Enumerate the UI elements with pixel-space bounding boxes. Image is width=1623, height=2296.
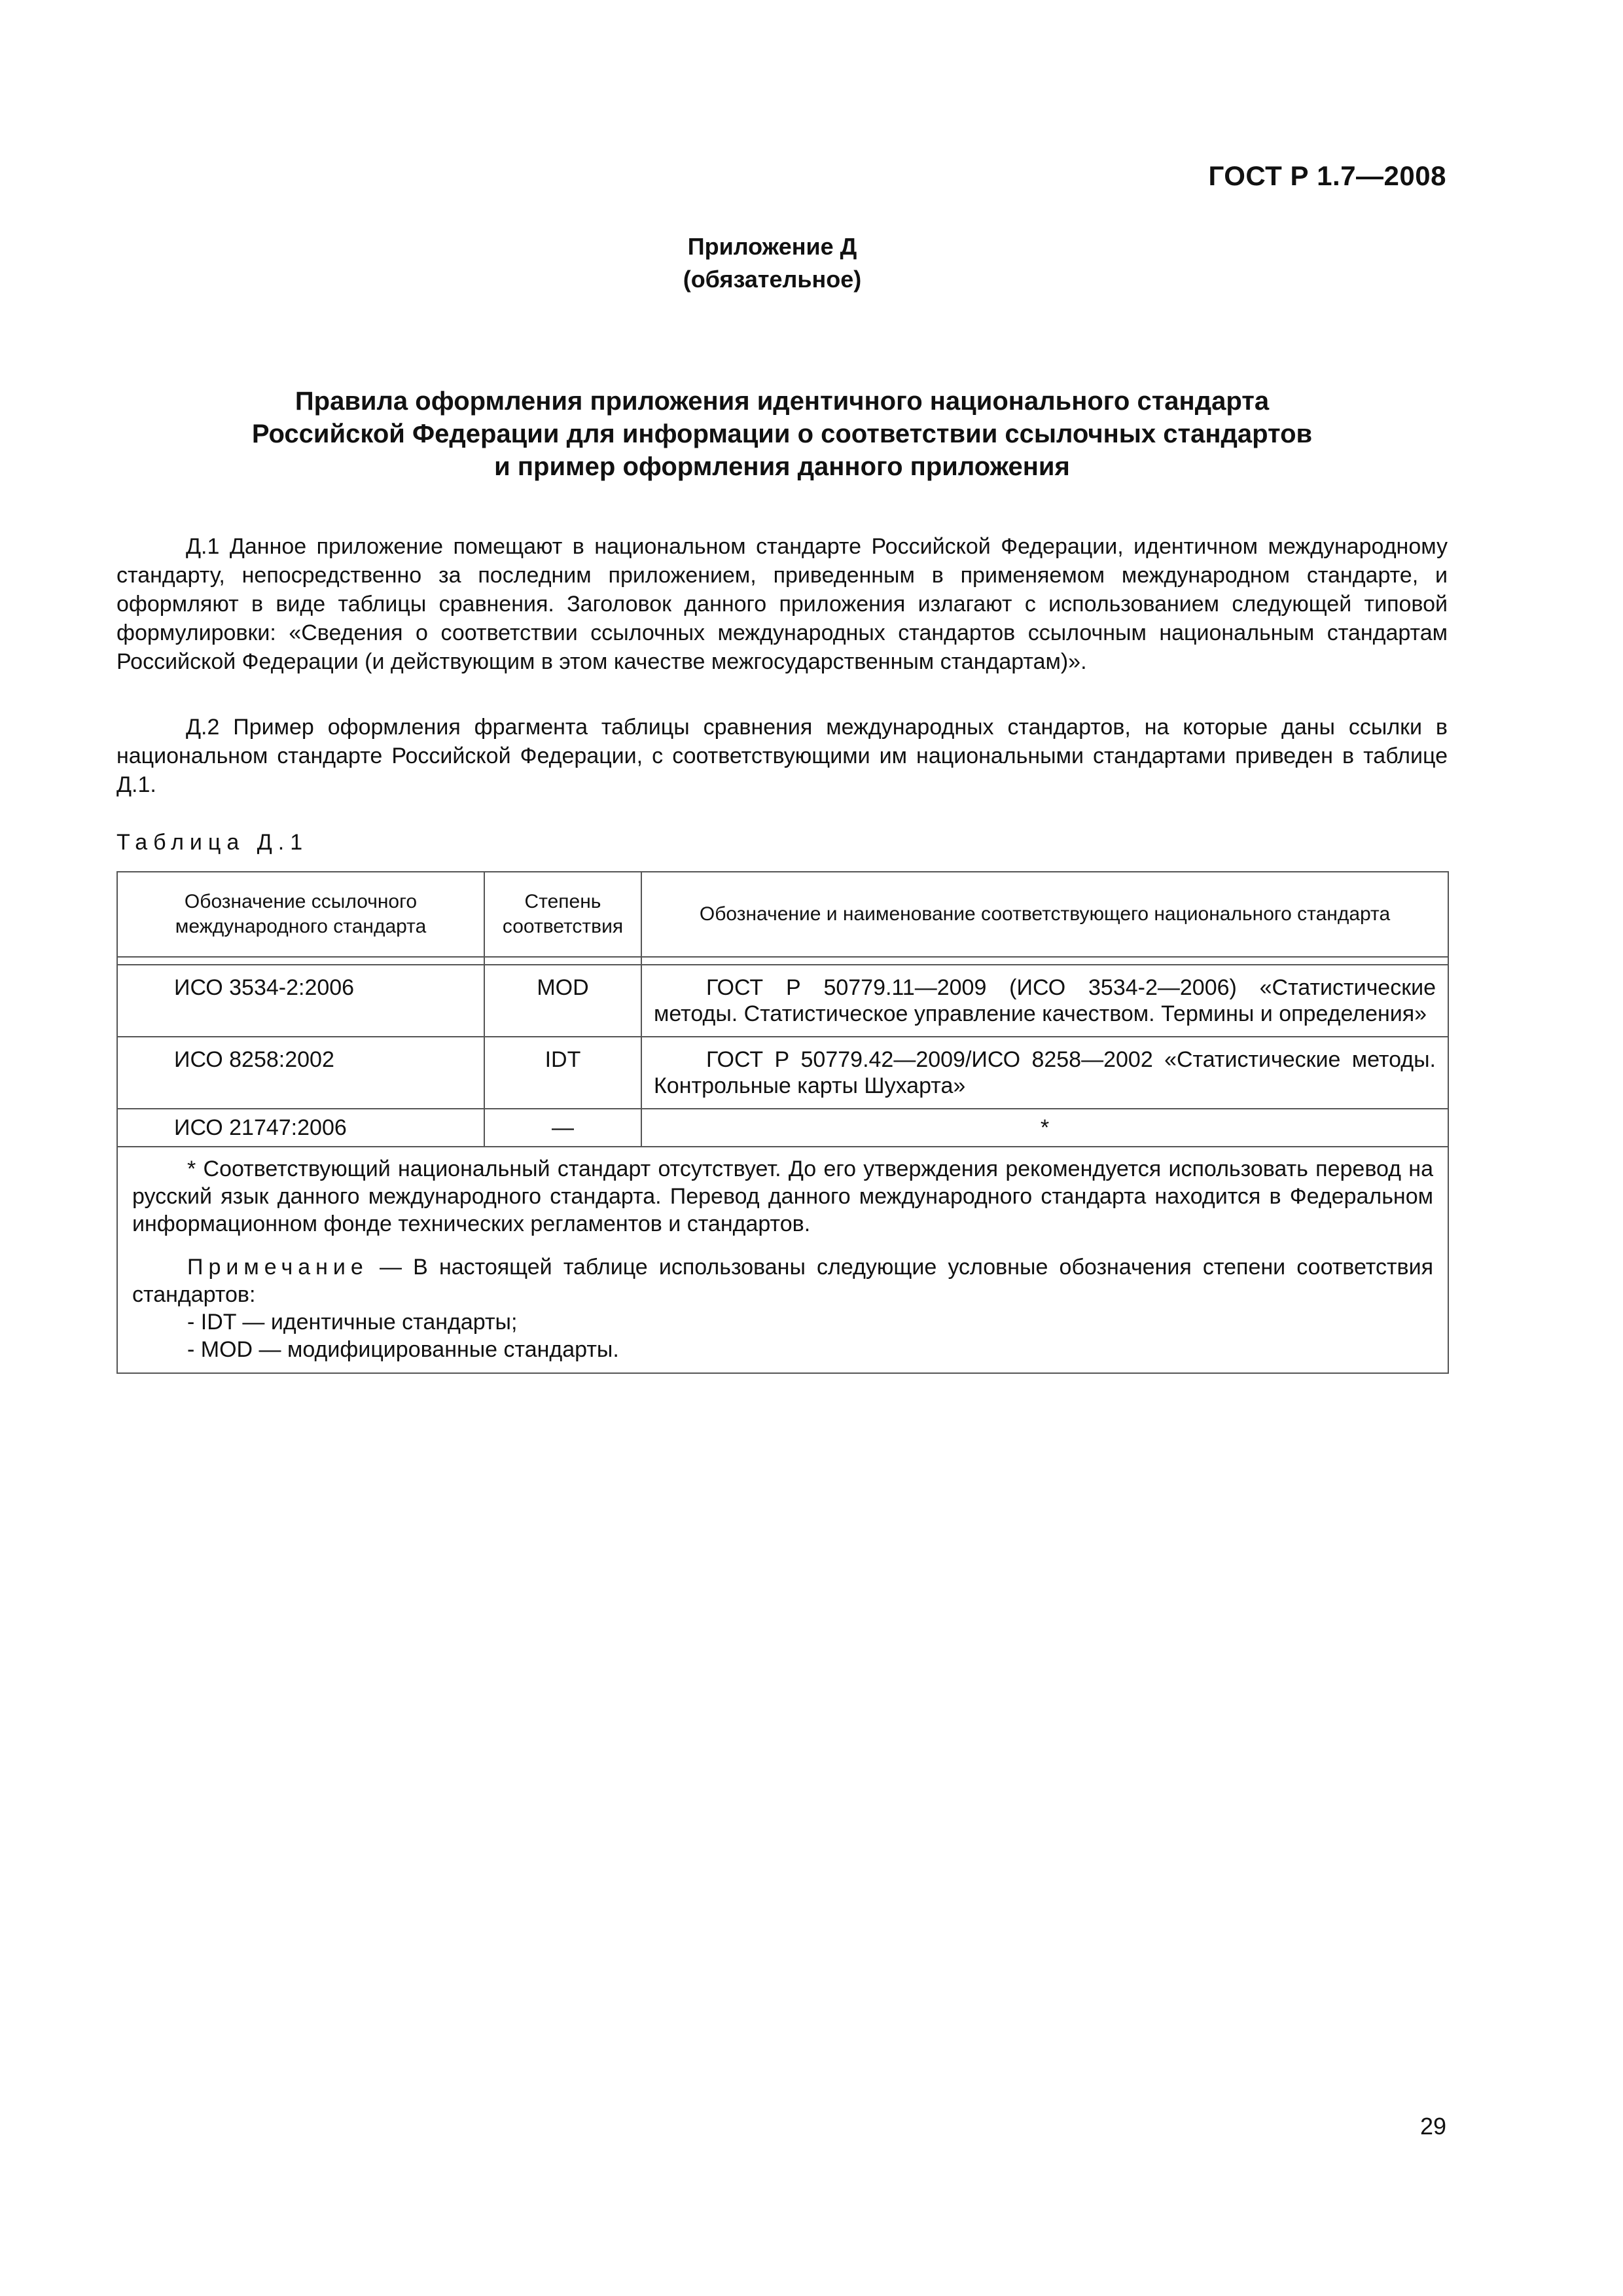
national-standard-cell: ГОСТ Р 50779.11—2009 (ИСО 3534-2—2006) «Статистические методы. Статистическое управление качеством. Термины и определения» [641, 965, 1448, 1037]
national-standard-cell: * [641, 1109, 1448, 1147]
table-footnote: * Соответствующий национальный стандарт отсутствует. До его утверждения рекомендуется использовать перевод на русский язык данного международного стандарта. Перевод данного международного стандарта находится в Федеральном информационном фонде технических регламентов и стандартов. [132, 1157, 1433, 1236]
header-degree: Степень соответствия [484, 872, 641, 957]
international-standard-cell: ИСО 21747:2006 [117, 1109, 484, 1147]
table-row [117, 965, 1448, 1037]
header-separator [117, 957, 1448, 965]
comparison-table [116, 871, 1449, 1374]
header-national-standard: Обозначение и наименование соответствующего национального стандарта [641, 872, 1448, 957]
title-line-1: Правила оформления приложения идентичного национального стандарта [294, 387, 1270, 416]
table-footer [117, 1147, 1448, 1373]
international-standard-cell: ИСО 3534-2:2006 [117, 965, 484, 1037]
paragraph-d1: Д.1 Данное приложение помещают в национальном стандарте Российской Федерации, идентичном международному стандарту, непосредственно за последним приложением, приведенным в применяемом международном стандарте, и оформляют в виде таблицы сравнения. Заголовок данного приложения излагают с использованием следующей типовой формулировки: «Сведения о соответствии ссылочных международных стандартов ссылочным национальным стандартам Российской Федерации (и действующим в этом качестве межгосударственным стандартам)». [116, 534, 1448, 674]
note-label: Примечание [187, 1255, 368, 1280]
page-number: 29 [1419, 2113, 1446, 2140]
appendix-status: (обязательное) [683, 266, 862, 293]
table-header-row [117, 872, 1448, 957]
table-row [117, 1109, 1448, 1147]
table-caption: Таблица Д.1 [116, 830, 309, 855]
table-footer-row [117, 1147, 1448, 1373]
note-item-mod: - MOD — модифицированные стандарты. [187, 1337, 619, 1362]
degree-cell: IDT [484, 1037, 641, 1109]
document-code: ГОСТ Р 1.7—2008 [1208, 160, 1446, 191]
table-row [117, 1037, 1448, 1109]
appendix-label: Приложение Д [687, 233, 857, 260]
degree-cell: — [484, 1109, 641, 1147]
note-text: — В настоящей таблице использованы следующие условные обозначения степени соответствия стандартов: [132, 1255, 1434, 1307]
table-note [132, 1253, 1433, 1308]
appendix-heading [0, 230, 1544, 296]
header-international-standard: Обозначение ссылочного международного стандарта [117, 872, 484, 957]
title-line-2: Российской Федерации для информации о соответствии ссылочных стандартов [251, 420, 1313, 448]
paragraph-d2: Д.2 Пример оформления фрагмента таблицы сравнения международных стандартов, на которые даны ссылки в национальном стандарте Российской Федерации, с соответствующими им национальными стандартами приведен в таблице Д.1. [116, 715, 1448, 797]
international-standard-cell: ИСО 8258:2002 [117, 1037, 484, 1109]
degree-cell: MOD [484, 965, 641, 1037]
appendix-title [116, 385, 1448, 483]
national-standard-cell: ГОСТ Р 50779.42—2009/ИСО 8258—2002 «Статистические методы. Контрольные карты Шухарта» [641, 1037, 1448, 1109]
title-line-3: и пример оформления данного приложения [494, 452, 1070, 481]
note-item-idt: - IDT — идентичные стандарты; [187, 1310, 518, 1335]
